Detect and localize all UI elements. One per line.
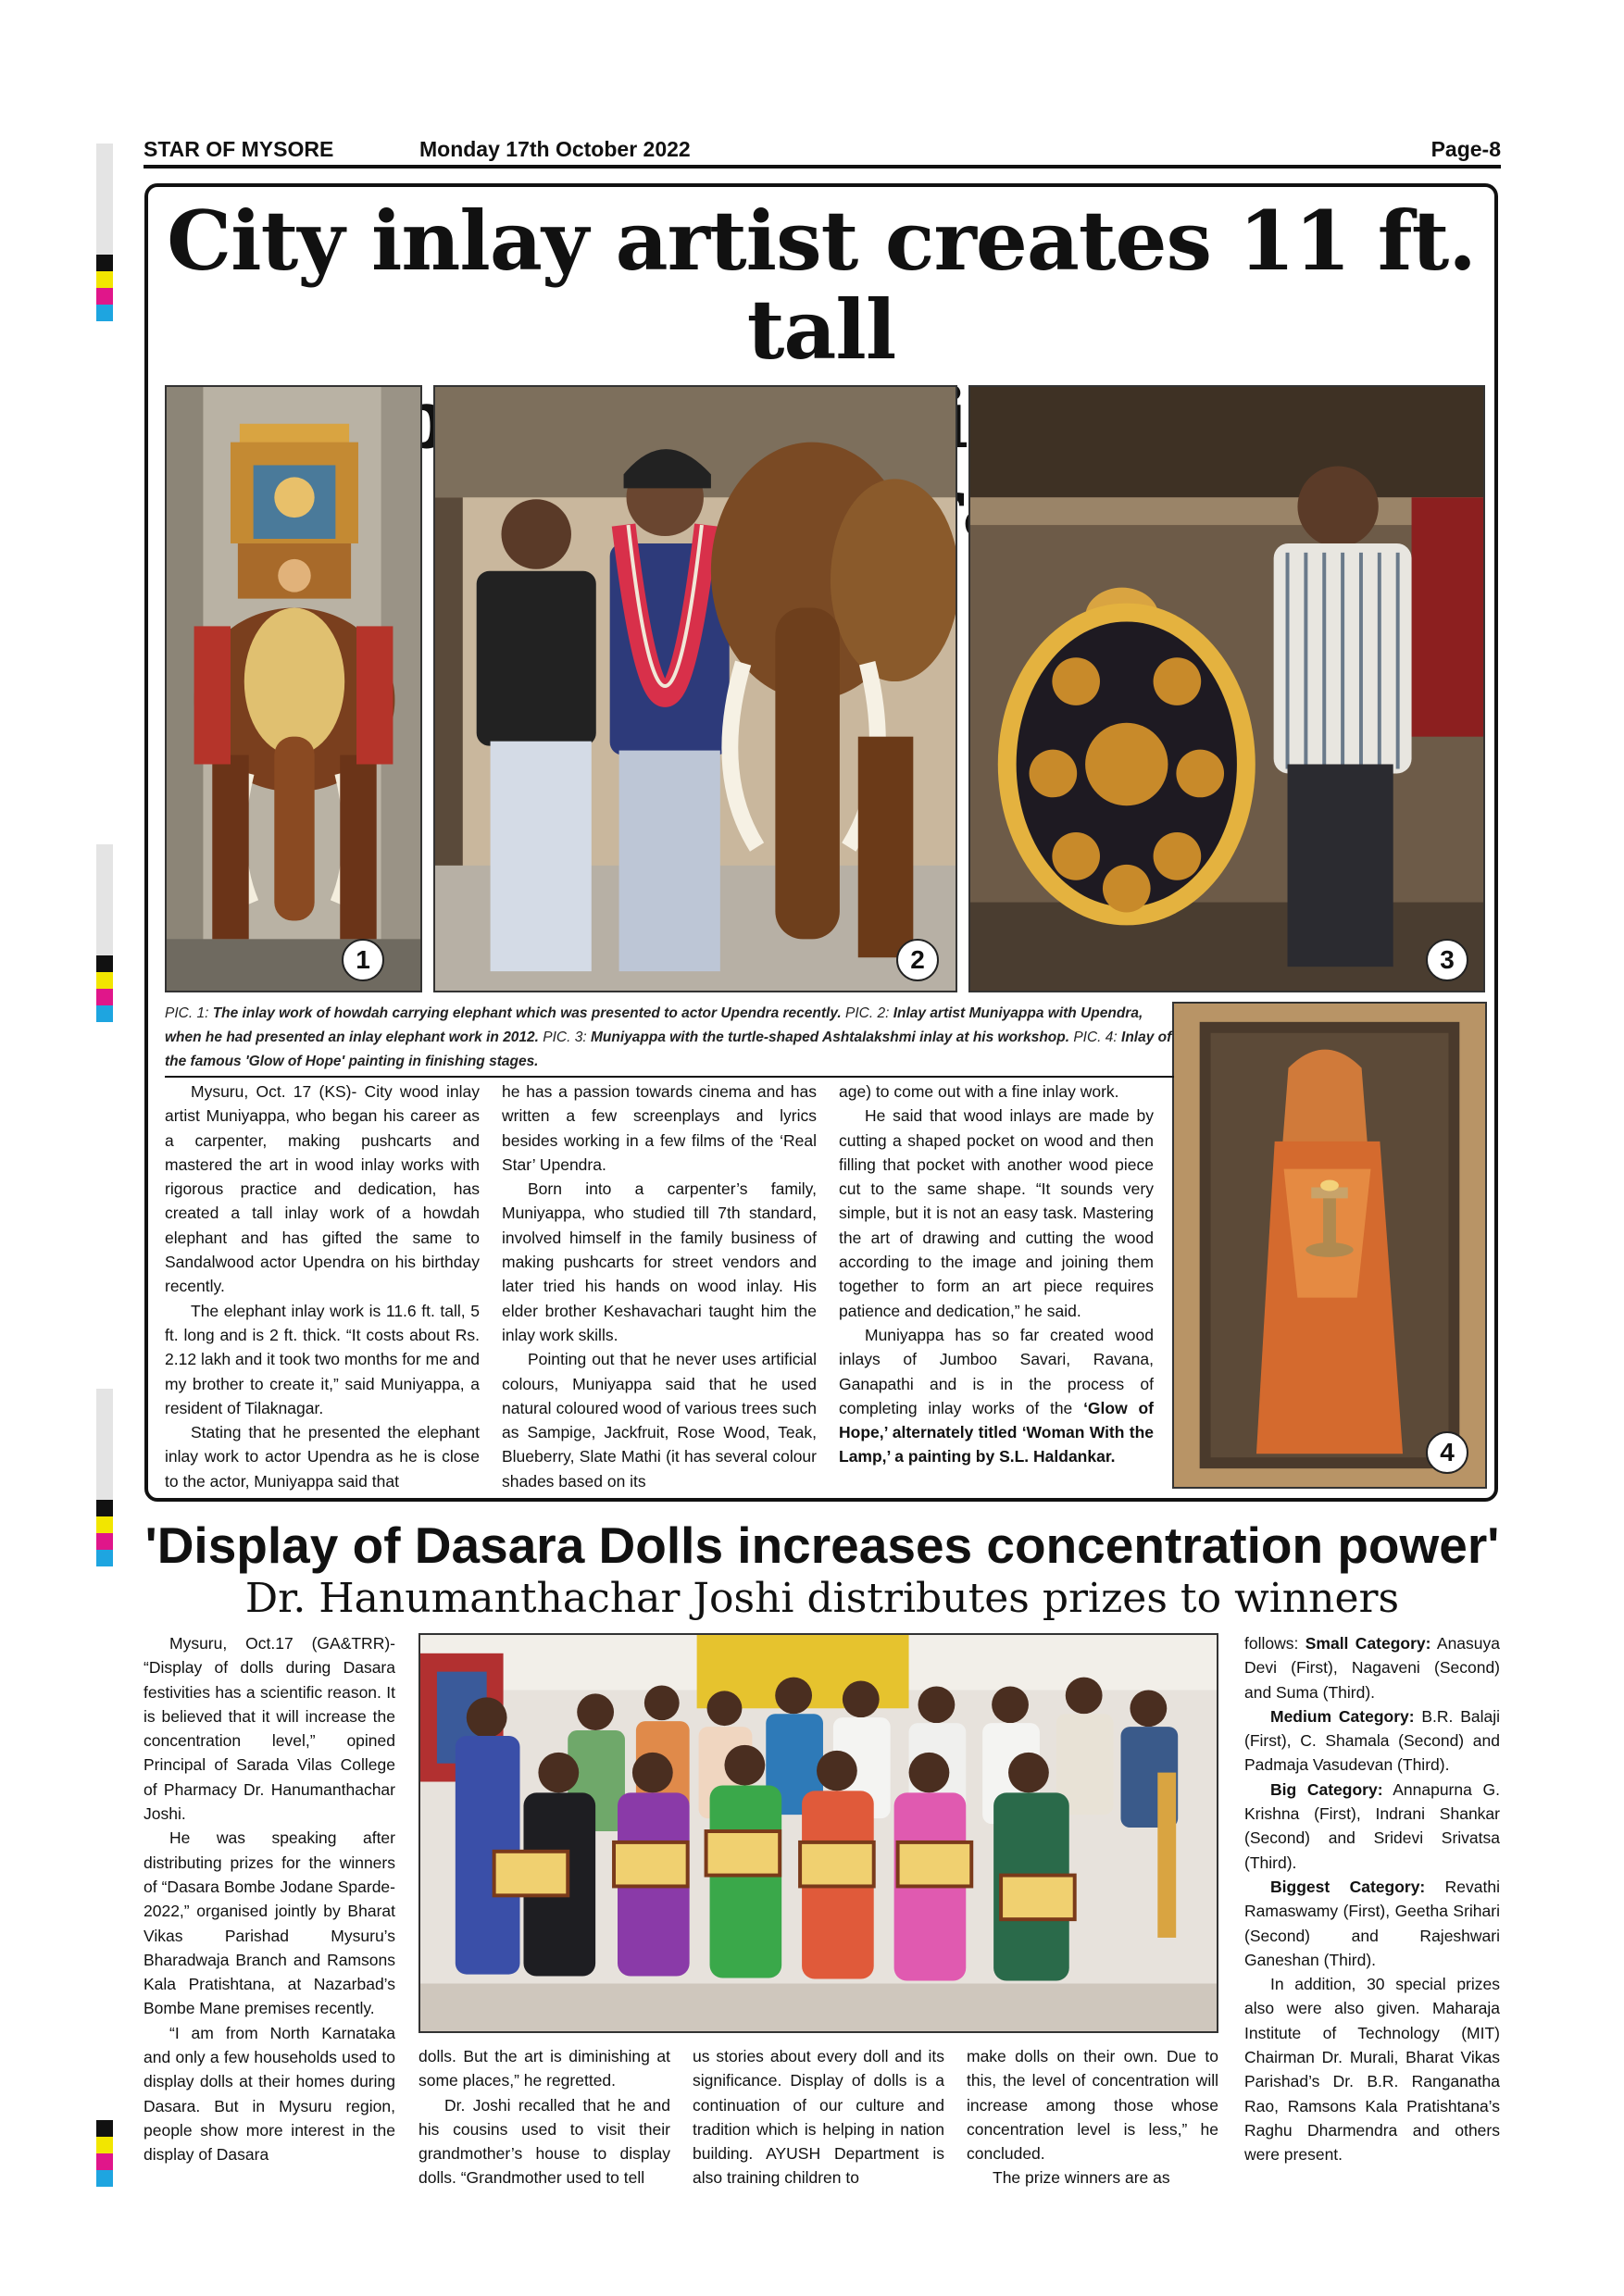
story1-column-3 (839, 1079, 1154, 1469)
photo-number-badge: 4 (1426, 1431, 1468, 1474)
photo-number-badge: 1 (342, 939, 384, 981)
body-paragraph: In addition, 30 special prizes also were also given. Maharaja Institute of Technology (MIT) Chairman Dr. Murali, Bharat Vikas Parishad’s Dr. B.R. Ranganatha Rao, Ramsons Kala Pratishtana’s Raghu Dharmendra and others were present. (1244, 1975, 1500, 2165)
masthead (144, 135, 1501, 168)
body-paragraph: follows: Small Category: Anasuya Devi (First), Nagaveni (Second) and Suma (Third). (1244, 1634, 1500, 1702)
body-paragraph: age) to come out with a fine inlay work. (839, 1082, 1119, 1101)
story2-column-2 (418, 2044, 670, 2190)
photo-number-badge: 2 (896, 939, 939, 981)
story2-column-5 (1244, 1631, 1500, 2167)
issue-date: Monday 17th October 2022 (419, 137, 691, 161)
registration-mark (96, 2120, 113, 2187)
photo-number-badge: 3 (1426, 939, 1468, 981)
photo-turtle-inlay (968, 385, 1485, 992)
headline-line-1: City inlay artist creates 11 ft. tall (167, 193, 1476, 378)
body-paragraph: He was speaking after distributing prizes for the winners of “Dasara Bombe Jodane Sparde- 2022,” organised jointly by Bharat Vikas Parishad Mysuru’s Bharadwaja Branch and Ramsons Kala Pratishtana, at Nazarbad’s Bombe Mane premises recently. (144, 1828, 395, 2018)
registration-mark (96, 144, 113, 321)
page-number: Page-8 (1430, 137, 1501, 161)
body-paragraph: Biggest Category: Revathi Ramaswamy (First), Geetha Srihari (Second) and Rajeshwari Ganeshan (Third). (1244, 1877, 1501, 1969)
story2-column-4 (967, 2044, 1218, 2190)
body-paragraph: dolls. But the art is diminishing at some places,” he regretted. (418, 2047, 670, 2090)
photo-glow-of-hope-inlay (1172, 1002, 1487, 1489)
photo-prize-winners-group (418, 1633, 1218, 2033)
body-paragraph: Born into a carpenter’s family, Muniyappa, who studied till 7th standard, involved himself in the family business of making pushcarts for street vendors and later tried his hands on wood inlay. His elder brother Keshavachari taught him the inlay work skills. (502, 1179, 817, 1344)
photo-artist-with-actor (433, 385, 957, 992)
body-paragraph: Pointing out that he never uses artificial colours, Muniyappa said that he used natural coloured wood of various trees such as Sampige, Jackfruit, Rose Wood, Teak, Blueberry, Slate Mathi (it has several colour shades based on its (502, 1350, 817, 1491)
body-paragraph: he has a passion towards cinema and has written a few screenplays and lyrics besides working in a few films of the ‘Real Star’ Upendra. (502, 1082, 817, 1174)
paper-name: STAR OF MYSORE (144, 137, 334, 161)
registration-mark (96, 844, 113, 1022)
body-paragraph: Muniyappa has so far created wood inlays of Jumboo Savari, Ravana, Ganapathi and is in the process of completing inlay works of the ‘Glow of Hope,’ alternately titled ‘Woman With the Lamp,’ a painting by S.L. Haldankar. (839, 1325, 1154, 1466)
body-paragraph: Stating that he presented the elephant inlay work to actor Upendra as he is close to the actor, Muniyappa said that (165, 1423, 480, 1491)
body-paragraph: “I am from North Karnataka and only a few households used to display dolls at their homes during Dasara. But in Mysuru region, people show more interest in the display of Dasara (144, 2023, 395, 2165)
body-paragraph: Medium Category: B.R. Balaji (First), C. Shamala (Second) and Padmaja Vasudevan (Third). (1244, 1706, 1501, 1775)
story2-subhead: Dr. Hanumanthachar Joshi distributes prizes to winners (244, 1575, 1400, 1622)
photo-caption: PIC. 1: The inlay work of howdah carrying elephant which was presented to actor Upendra recently. PIC. 2: Inlay artist Muniyappa with Upendra, when he had presented an inlay elephant work in 2012. PIC. 3: Muniyappa with the turtle-shaped Ashtalakshmi inlay at his workshop. PIC. 4: Inlay of the famous 'Glow of Hope' painting in finishing stages. (165, 1002, 1174, 1078)
body-paragraph: make dolls on their own. Due to this, the level of concentration will increase among those whose concentration level is less,” he concluded. (967, 2047, 1218, 2164)
story2-headline: 'Display of Dasara Dolls increases concentration power' (144, 1516, 1500, 1574)
body-paragraph: He said that wood inlays are made by cutting a shaped pocket on wood and then filling that pocket with another wood piece cut to the same shape. “It sounds very simple, but it is not an easy task. Mastering the art of drawing and cutting the wood according to the image and joining them together to form an art piece requires patience and dedication,” he said. (839, 1106, 1154, 1320)
registration-mark (96, 1389, 113, 1566)
body-paragraph: The elephant inlay work is 11.6 ft. tall, 5 ft. long and is 2 ft. thick. “It costs about Rs. 2.12 lakh and it took two months for me and my brother to create it,” said Muniyappa, a resident of Tilaknagar. (165, 1301, 480, 1417)
body-paragraph: Mysuru, Oct. 17 (KS)- City wood inlay artist Muniyappa, who began his career as a carpenter, making pushcarts and mastered the art in wood inlay works with rigorous practice and dedication, has created a tall inlay work of a howdah elephant and has gifted the same to Sandalwood actor Upendra on his birthday recently. (165, 1082, 480, 1296)
story1-column-2 (502, 1079, 817, 1493)
body-paragraph: us stories about every doll and its significance. Display of dolls is a continuation of our culture and tradition which is helping in nation building. AYUSH Department is also training children to (693, 2047, 944, 2188)
body-paragraph: Dr. Joshi recalled that he and his cousins used to visit their grandmother’s house to display dolls. “Grandmother used to tell (418, 2095, 670, 2188)
body-paragraph: Mysuru, Oct.17 (GA&TRR)- “Display of dolls during Dasara festivities has a scientific reason. It is believed that it will increase the concentration level,” opined Principal of Sarada Vilas College of Pharmacy Dr. Hanumanthachar Joshi. (144, 1634, 395, 1824)
body-paragraph: The prize winners are as (993, 2168, 1170, 2188)
story-inlay-artist (144, 183, 1498, 1502)
photo-howdah-elephant (165, 385, 422, 992)
body-paragraph: Big Category: Annapurna G. Krishna (First), Indrani Shankar (Second) and Sridevi Srivatsa (Third). (1244, 1779, 1500, 1872)
story2-column-1 (144, 1631, 395, 2167)
story1-column-1 (165, 1079, 480, 1493)
story2-column-3 (693, 2044, 944, 2190)
